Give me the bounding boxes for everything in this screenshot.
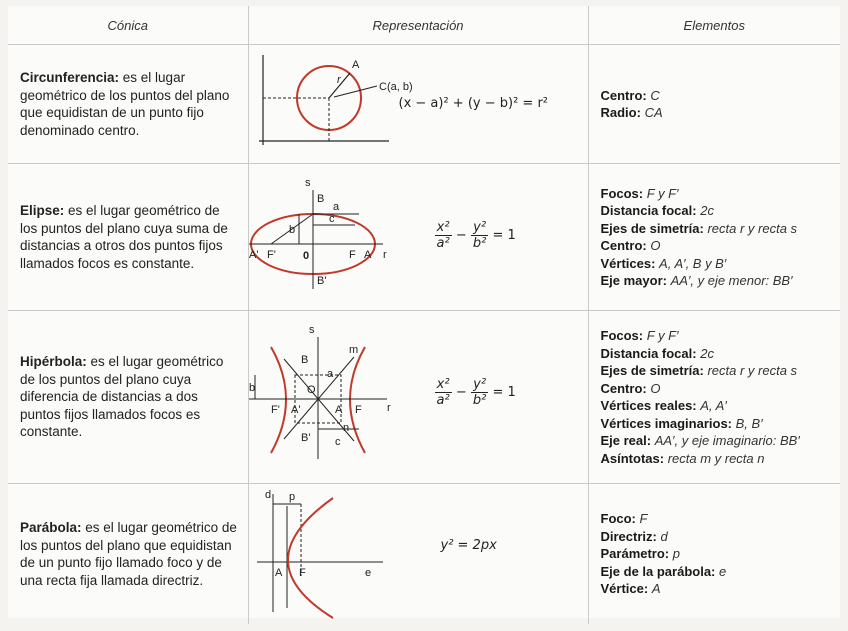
elems-elipse: [588, 164, 840, 311]
eq-num2: y²: [473, 377, 487, 392]
element-row: [601, 510, 835, 528]
eq-num1: x²: [436, 220, 450, 235]
element-value: AA′, y eje menor: BB′: [670, 273, 793, 288]
elems-hiperbola: [588, 311, 840, 484]
element-value: C: [650, 87, 660, 103]
element-value: recta r y recta s: [707, 220, 798, 236]
rep-circunferencia: [248, 45, 588, 164]
label-b-top: B: [300, 354, 308, 366]
element-key: Distancia focal:: [600, 345, 697, 361]
conic-table-page: [8, 6, 840, 618]
eq-rhs: = 1: [492, 228, 516, 243]
element-key: Vértices imaginarios:: [600, 415, 732, 431]
element-row: [601, 432, 835, 450]
eq-op: −: [455, 228, 467, 243]
conic-desc: es el lugar geométrico de los puntos del plano que equidistan de un punto fijo llamado foco y de una recta fija llamada directriz.: [20, 520, 237, 588]
label-ap: A': [248, 249, 258, 261]
eq-num1: x²: [436, 377, 450, 392]
label-b-top: B: [316, 193, 324, 205]
element-key: Asíntotas:: [600, 450, 665, 466]
label-aa: A: [334, 404, 342, 416]
desc-elipse: [8, 164, 248, 311]
element-value: F y F′: [646, 328, 679, 343]
element-key: Vértices reales:: [600, 398, 697, 413]
label-s: s: [304, 177, 310, 189]
label-fp: F': [270, 404, 280, 416]
element-key: Centro:: [600, 87, 647, 103]
element-key: Eje real:: [600, 433, 652, 448]
label-f: F: [298, 567, 306, 579]
label-f: F: [354, 404, 362, 416]
conic-table: [8, 6, 840, 624]
eq-num2: y²: [473, 220, 487, 235]
element-value: O: [650, 380, 661, 396]
header-row: [8, 6, 840, 45]
element-key: Centro:: [600, 380, 647, 396]
rep-hiperbola: [248, 311, 588, 484]
label-m: m: [348, 344, 358, 356]
rep-parabola: [248, 484, 588, 625]
parabola-diagram: [249, 484, 589, 624]
element-value: F: [639, 511, 648, 527]
element-row: [601, 545, 835, 563]
row-elipse: [8, 164, 840, 311]
conic-name: Elipse:: [20, 203, 65, 218]
element-key: Focos:: [600, 328, 644, 343]
label-o: 0: [302, 250, 309, 262]
label-c: c: [334, 436, 340, 448]
element-key: Radio:: [600, 105, 641, 120]
center-pointer: [334, 86, 377, 97]
label-d: d: [264, 489, 271, 501]
element-key: Ejes de simetría:: [600, 363, 704, 378]
desc-hiperbola: [8, 311, 248, 484]
element-value: B, B′: [735, 415, 763, 431]
element-value: A, A′, B y B′: [659, 255, 727, 271]
element-key: Eje mayor:: [600, 273, 667, 288]
element-value: 2c: [700, 203, 714, 218]
element-value: F y F′: [646, 185, 679, 201]
label-b-bot: B': [316, 275, 326, 287]
label-n: n: [342, 422, 349, 434]
conic-name: Circunferencia:: [20, 70, 120, 85]
label-ap: A': [290, 404, 300, 416]
element-value: CA: [644, 105, 663, 120]
label-a: A: [274, 567, 282, 579]
conic-desc: es el lugar geométrico de los puntos del plano cuya diferencia de distancias a dos puntos fijos llamados focos es constante.: [20, 354, 224, 440]
label-p: p: [288, 491, 295, 503]
label-f: F: [348, 249, 356, 261]
element-row: [601, 563, 835, 581]
element-row: [601, 272, 835, 290]
parabola-curve: [288, 498, 333, 618]
row-parabola: [8, 484, 840, 625]
element-key: Vértice:: [600, 581, 649, 597]
element-value: d: [660, 528, 668, 544]
label-c: c: [328, 213, 334, 225]
element-key: Parámetro:: [600, 546, 670, 562]
element-row: [601, 220, 835, 238]
header-elementos: Elementos: [588, 6, 840, 45]
label-aa: A: [363, 249, 371, 261]
conic-desc: es el lugar geométrico de los puntos del plano que equidistan de un punto fijo denominado centro.: [20, 70, 230, 138]
row-circunferencia: [8, 45, 840, 164]
element-value: 2c: [700, 345, 714, 361]
element-row: [601, 255, 835, 273]
label-r: r: [382, 249, 387, 261]
element-row: [601, 202, 835, 220]
equation-hiperbola: [435, 377, 516, 408]
row-hiperbola: [8, 311, 840, 484]
header-representacion: Representación: [248, 6, 588, 45]
element-key: Centro:: [600, 238, 647, 253]
element-row: [601, 528, 835, 546]
element-row: [601, 415, 835, 433]
label-e: e: [364, 567, 371, 579]
hyperbola-left-branch: [271, 347, 286, 453]
element-row: [601, 237, 835, 255]
elems-circunferencia: [588, 45, 840, 164]
element-row: [601, 362, 835, 380]
element-row: [601, 345, 835, 363]
label-b-bot: B': [300, 432, 310, 444]
element-row: [601, 185, 835, 203]
element-key: Directriz:: [600, 528, 657, 544]
label-r: r: [336, 74, 341, 86]
eq-den1: a²: [436, 236, 450, 251]
element-value: recta m y recta n: [667, 450, 765, 466]
element-row: [601, 450, 835, 468]
desc-parabola: [8, 484, 248, 625]
element-key: Focos:: [600, 185, 644, 201]
label-fp: F': [266, 249, 276, 261]
element-row: [601, 380, 835, 398]
conic-name: Parábola:: [20, 520, 82, 535]
element-row: [601, 397, 835, 415]
element-row: [601, 327, 835, 345]
label-s: s: [308, 324, 314, 336]
element-key: Distancia focal:: [600, 203, 697, 218]
label-a: a: [332, 201, 339, 213]
element-value: A, A′: [700, 398, 727, 413]
conic-desc: es el lugar geométrico de los puntos del plano cuya suma de distancias a otros dos puntos fijos llamados focos es constante.: [20, 203, 228, 271]
element-value: A: [651, 581, 661, 597]
element-key: Vértices:: [600, 255, 656, 271]
eq-den2: b²: [472, 393, 487, 408]
label-a: A: [351, 59, 359, 71]
label-r: r: [386, 402, 391, 414]
element-value: e: [719, 563, 727, 579]
eq-den1: a²: [436, 393, 450, 408]
label-a: a: [326, 368, 333, 380]
rep-elipse: [248, 164, 588, 311]
conic-name: Hipérbola:: [20, 354, 87, 370]
element-row: [601, 87, 835, 105]
equation-elipse: [435, 220, 516, 251]
equation-parabola: y² = 2px: [440, 538, 497, 553]
element-key: Foco:: [600, 511, 636, 527]
element-key: Ejes de simetría:: [600, 220, 704, 236]
element-value: O: [650, 238, 661, 253]
ellipse-diagram: [249, 164, 589, 310]
element-key: Eje de la parábola:: [600, 563, 716, 579]
hyperbola-diagram: [249, 311, 589, 483]
element-row: [601, 580, 835, 598]
header-conica: Cónica: [8, 6, 248, 45]
element-value: AA′, y eje imaginario: BB′: [654, 433, 800, 448]
element-value: recta r y recta s: [707, 363, 798, 378]
elems-parabola: [588, 484, 840, 625]
label-b: b: [248, 382, 255, 394]
eq-den2: b²: [472, 236, 487, 251]
element-value: p: [672, 546, 680, 562]
hyperbola-right-branch: [350, 347, 365, 453]
label-center: C(a, b): [378, 81, 413, 93]
desc-circunferencia: [8, 45, 248, 164]
eq-rhs: = 1: [492, 385, 516, 400]
equation-circunferencia: (x − a)² + (y − b)² = r²: [398, 96, 548, 111]
label-b: b: [288, 224, 295, 236]
element-row: [601, 104, 835, 122]
label-o: O: [306, 384, 316, 396]
eq-op: −: [455, 385, 467, 400]
